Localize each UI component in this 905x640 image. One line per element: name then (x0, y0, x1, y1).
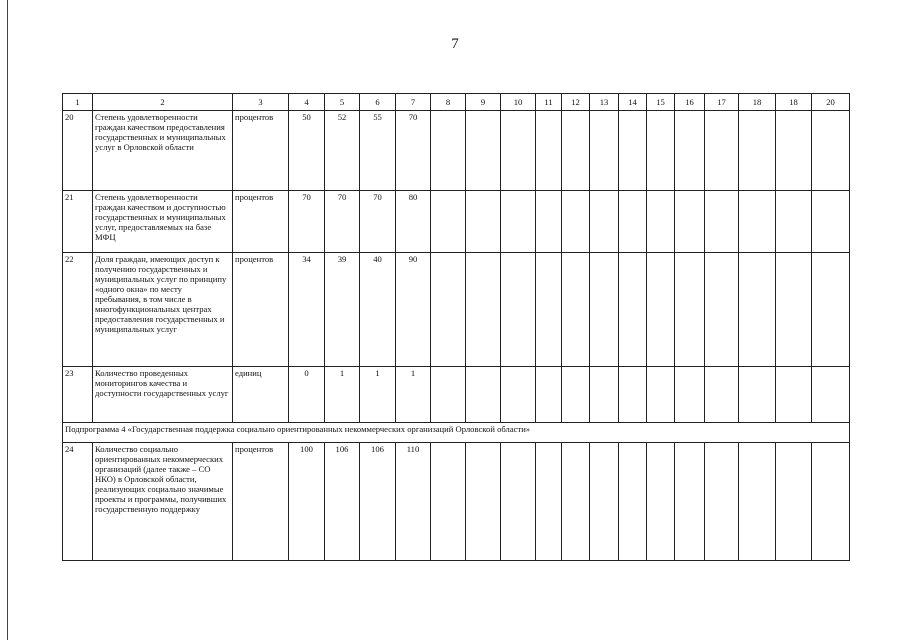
header-cell: 7 (396, 94, 431, 111)
empty-cell (536, 443, 562, 561)
empty-cell (812, 111, 850, 191)
indicator-name: Количество проведенных мониторингов качества и доступности государственных услуг (93, 367, 233, 423)
value-cell: 1 (396, 367, 431, 423)
empty-cell (501, 111, 536, 191)
unit-cell: процентов (233, 443, 289, 561)
value-cell: 70 (360, 191, 396, 253)
empty-cell (501, 253, 536, 367)
header-row (63, 94, 850, 111)
row-number: 21 (63, 191, 93, 253)
header-cell: 11 (536, 94, 562, 111)
empty-cell (776, 253, 812, 367)
value-cell: 0 (289, 367, 325, 423)
table-row (63, 367, 850, 423)
empty-cell (590, 111, 619, 191)
value-cell: 100 (289, 443, 325, 561)
empty-cell (562, 253, 590, 367)
empty-cell (590, 367, 619, 423)
empty-cell (501, 367, 536, 423)
empty-cell (466, 111, 501, 191)
empty-cell (812, 253, 850, 367)
empty-cell (675, 367, 705, 423)
left-margin-rule (7, 0, 8, 640)
empty-cell (431, 443, 466, 561)
empty-cell (501, 443, 536, 561)
empty-cell (647, 443, 675, 561)
header-cell: 12 (562, 94, 590, 111)
value-cell: 90 (396, 253, 431, 367)
unit-cell: процентов (233, 111, 289, 191)
empty-cell (812, 443, 850, 561)
empty-cell (501, 191, 536, 253)
empty-cell (647, 191, 675, 253)
header-cell: 5 (325, 94, 360, 111)
empty-cell (619, 367, 647, 423)
empty-cell (431, 111, 466, 191)
empty-cell (705, 253, 739, 367)
row-number: 20 (63, 111, 93, 191)
header-cell: 4 (289, 94, 325, 111)
empty-cell (739, 367, 776, 423)
empty-cell (739, 253, 776, 367)
value-cell: 70 (325, 191, 360, 253)
empty-cell (705, 443, 739, 561)
empty-cell (590, 191, 619, 253)
empty-cell (536, 111, 562, 191)
empty-cell (562, 367, 590, 423)
table-row (63, 111, 850, 191)
empty-cell (590, 253, 619, 367)
empty-cell (562, 191, 590, 253)
empty-cell (431, 367, 466, 423)
empty-cell (431, 191, 466, 253)
empty-cell (705, 111, 739, 191)
empty-cell (647, 367, 675, 423)
empty-cell (466, 443, 501, 561)
header-cell: 2 (93, 94, 233, 111)
value-cell: 106 (360, 443, 396, 561)
empty-cell (536, 253, 562, 367)
empty-cell (466, 367, 501, 423)
subprogram-row (63, 423, 850, 443)
header-cell: 17 (705, 94, 739, 111)
value-cell: 34 (289, 253, 325, 367)
header-cell: 9 (466, 94, 501, 111)
empty-cell (705, 367, 739, 423)
empty-cell (739, 111, 776, 191)
value-cell: 1 (360, 367, 396, 423)
empty-cell (619, 443, 647, 561)
empty-cell (590, 443, 619, 561)
value-cell: 80 (396, 191, 431, 253)
empty-cell (739, 191, 776, 253)
empty-cell (536, 191, 562, 253)
header-cell: 1 (63, 94, 93, 111)
value-cell: 50 (289, 111, 325, 191)
header-cell: 15 (647, 94, 675, 111)
empty-cell (776, 111, 812, 191)
value-cell: 39 (325, 253, 360, 367)
empty-cell (705, 191, 739, 253)
unit-cell: процентов (233, 191, 289, 253)
header-cell: 3 (233, 94, 289, 111)
indicator-name: Степень удовлетворенности граждан качеством и доступностью государственных и муниципальных услуг, предоставляемых на базе МФЦ (93, 191, 233, 253)
empty-cell (562, 111, 590, 191)
header-cell: 18 (739, 94, 776, 111)
empty-cell (431, 253, 466, 367)
table-row (63, 253, 850, 367)
page-number: 7 (451, 36, 459, 52)
indicator-name: Степень удовлетворенности граждан качеством предоставления государственных и муниципальных услуг в Орловской области (93, 111, 233, 191)
value-cell: 70 (396, 111, 431, 191)
subprogram-title: Подпрограмма 4 «Государственная поддержка социально ориентированных некоммерческих организаций Орловской области» (63, 423, 850, 443)
row-number: 23 (63, 367, 93, 423)
unit-cell: единиц (233, 367, 289, 423)
value-cell: 110 (396, 443, 431, 561)
empty-cell (619, 253, 647, 367)
empty-cell (619, 191, 647, 253)
empty-cell (647, 253, 675, 367)
indicator-name: Количество социально ориентированных некоммерческих организаций (далее также – СО НКО) в Орловской области, реализующих социально значимые проекты и программы, получивших государственную поддержку (93, 443, 233, 561)
empty-cell (675, 253, 705, 367)
value-cell: 40 (360, 253, 396, 367)
empty-cell (776, 191, 812, 253)
value-cell: 55 (360, 111, 396, 191)
header-cell: 10 (501, 94, 536, 111)
empty-cell (562, 443, 590, 561)
header-cell: 14 (619, 94, 647, 111)
empty-cell (739, 443, 776, 561)
value-cell: 106 (325, 443, 360, 561)
empty-cell (812, 367, 850, 423)
empty-cell (776, 367, 812, 423)
row-number: 24 (63, 443, 93, 561)
empty-cell (466, 191, 501, 253)
indicators-table (62, 93, 850, 561)
empty-cell (675, 111, 705, 191)
indicator-name: Доля граждан, имеющих доступ к получению государственных и муниципальных услуг по принципу «одного окна» по месту пребывания, в том числе в многофункциональных центрах предоставления государственных и муниципальных услуг (93, 253, 233, 367)
empty-cell (675, 443, 705, 561)
header-cell: 8 (431, 94, 466, 111)
empty-cell (812, 191, 850, 253)
empty-cell (536, 367, 562, 423)
header-cell: 18 (776, 94, 812, 111)
value-cell: 1 (325, 367, 360, 423)
empty-cell (619, 111, 647, 191)
row-number: 22 (63, 253, 93, 367)
table-row (63, 191, 850, 253)
unit-cell: процентов (233, 253, 289, 367)
header-cell: 13 (590, 94, 619, 111)
empty-cell (466, 253, 501, 367)
value-cell: 52 (325, 111, 360, 191)
empty-cell (776, 443, 812, 561)
empty-cell (647, 111, 675, 191)
empty-cell (675, 191, 705, 253)
header-cell: 6 (360, 94, 396, 111)
value-cell: 70 (289, 191, 325, 253)
header-cell: 20 (812, 94, 850, 111)
header-cell: 16 (675, 94, 705, 111)
table-row (63, 443, 850, 561)
